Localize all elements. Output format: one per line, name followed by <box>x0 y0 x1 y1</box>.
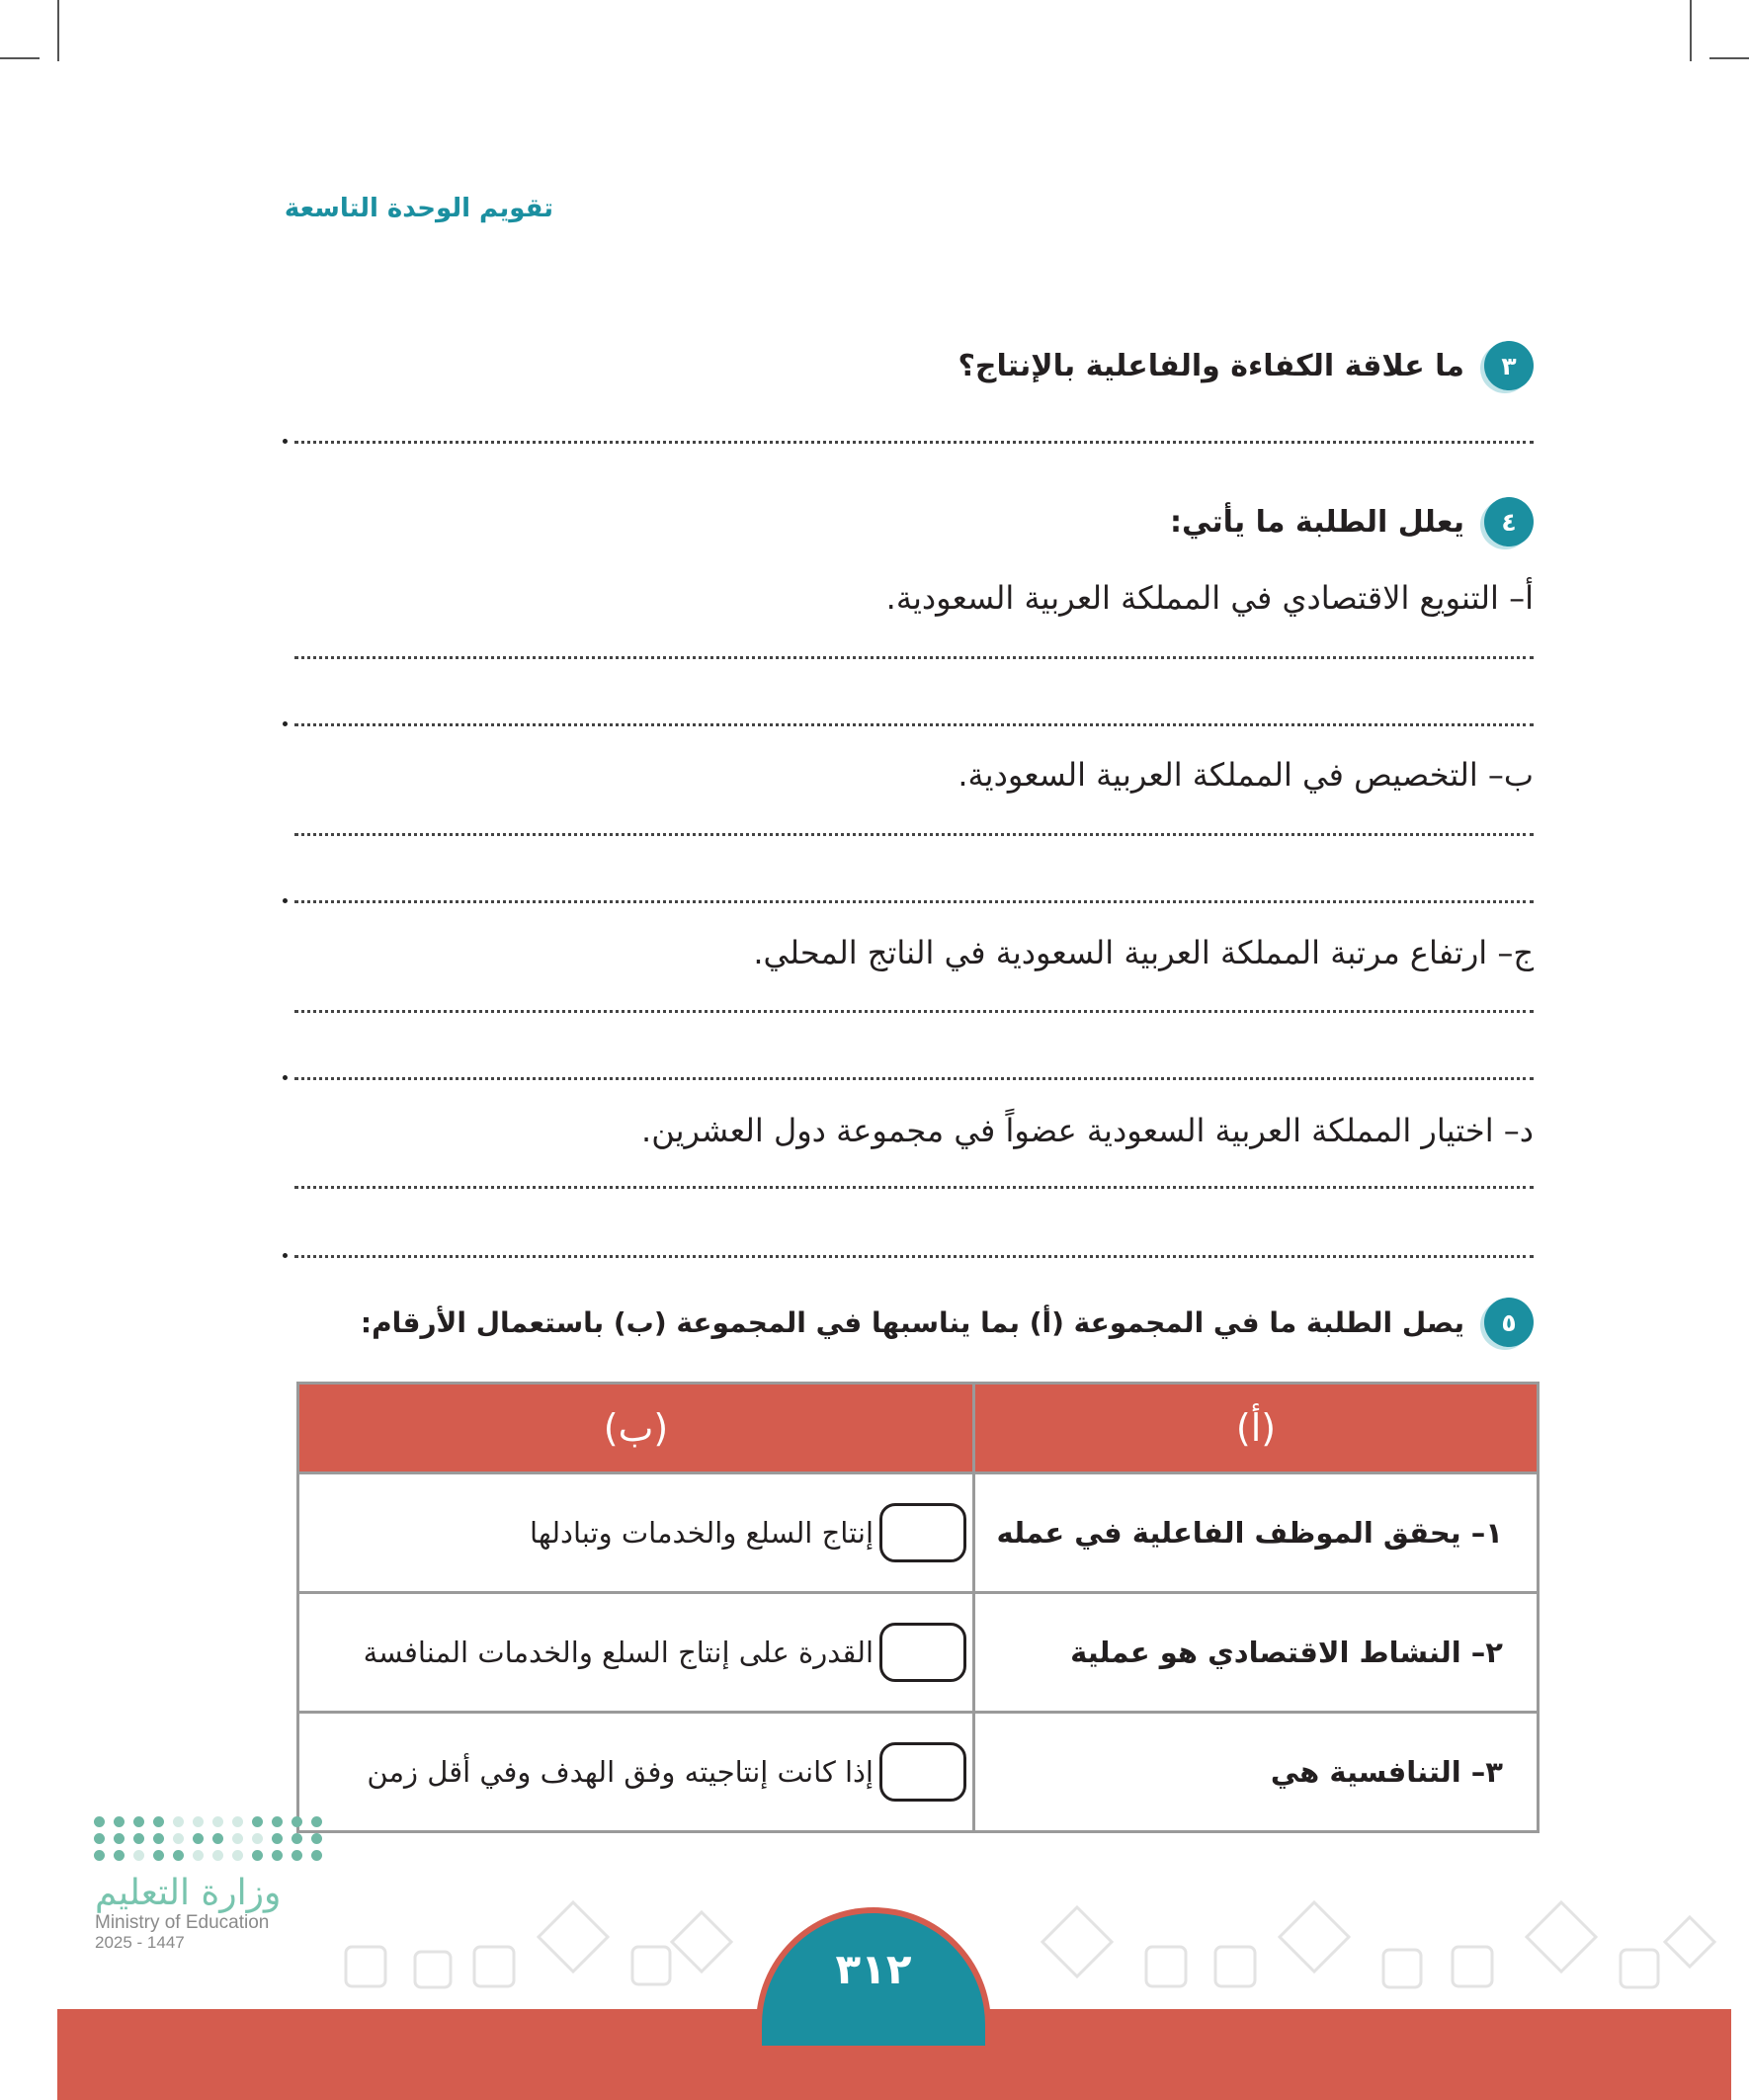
sub-question-d: د– اختيار المملكة العربية السعودية عضواً في مجموعة دول العشرين. <box>641 1112 1534 1149</box>
sub-question-b: ب– التخصيص في المملكة العربية السعودية. <box>958 756 1534 794</box>
answer-line <box>294 441 1534 444</box>
group-b-cell <box>298 1713 974 1832</box>
question-text: يعلل الطلبة ما يأتي: <box>1170 504 1464 540</box>
header-group-a: (أ) <box>974 1384 1539 1473</box>
table-header-row <box>298 1384 1539 1473</box>
crop-mark <box>1709 57 1749 59</box>
answer-line <box>294 833 1534 836</box>
question-3 <box>958 341 1534 390</box>
answer-line <box>294 1077 1534 1080</box>
group-b-cell <box>298 1593 974 1713</box>
answer-box[interactable] <box>879 1742 966 1802</box>
question-text: يصل الطلبة ما في المجموعة (أ) بما يناسبها في المجموعة (ب) باستعمال الأرقام: <box>360 1305 1464 1339</box>
answer-line <box>294 1186 1534 1189</box>
group-a-item: ٢– النشاط الاقتصادي هو عملية <box>974 1593 1539 1713</box>
question-text: ما علاقة الكفاءة والفاعلية بالإنتاج؟ <box>958 348 1464 383</box>
ministry-logo <box>95 1816 322 1953</box>
table-row <box>298 1593 1539 1713</box>
logo-arabic-text: وزارة التعليم <box>95 1873 282 1913</box>
group-b-item: إذا كانت إنتاجيته وفق الهدف وفي أقل زمن <box>367 1755 874 1789</box>
crop-mark <box>1690 0 1692 61</box>
decorative-pattern <box>1008 1892 1719 2001</box>
answer-line <box>294 1010 1534 1013</box>
header-group-b: (ب) <box>298 1384 974 1473</box>
logo-english-text: Ministry of Education <box>95 1912 270 1933</box>
logo-dots-icon <box>95 1816 322 1861</box>
table-row <box>298 1713 1539 1832</box>
answer-line <box>294 1255 1534 1258</box>
answer-line <box>294 656 1534 659</box>
question-number-badge: ٥ <box>1484 1298 1534 1347</box>
sub-question-a: أ– التنويع الاقتصادي في المملكة العربية السعودية. <box>885 579 1534 617</box>
crop-mark <box>57 0 59 61</box>
group-b-item: إنتاج السلع والخدمات وتبادلها <box>529 1516 874 1550</box>
sub-question-c: ج– ارتفاع مرتبة المملكة العربية السعودية في الناتج المحلي. <box>753 934 1534 971</box>
answer-box[interactable] <box>879 1623 966 1682</box>
page-number: ٣١٢ <box>756 1907 991 2046</box>
question-5 <box>361 1298 1534 1347</box>
table-row <box>298 1473 1539 1593</box>
question-4 <box>1170 497 1534 546</box>
matching-table <box>296 1382 1540 1833</box>
group-a-item: ٣– التنافسية هي <box>974 1713 1539 1832</box>
question-number-badge: ٤ <box>1484 497 1534 546</box>
crop-mark <box>0 57 40 59</box>
unit-title: تقويم الوحدة التاسعة <box>284 194 553 223</box>
group-a-item: ١– يحقق الموظف الفاعلية في عمله <box>974 1473 1539 1593</box>
group-b-item: القدرة على إنتاج السلع والخدمات المنافسة <box>363 1636 874 1669</box>
logo-year: 2025 - 1447 <box>95 1932 185 1952</box>
group-b-cell <box>298 1473 974 1593</box>
answer-box[interactable] <box>879 1503 966 1562</box>
answer-line <box>294 900 1534 903</box>
decorative-pattern <box>326 1892 741 2001</box>
answer-line <box>294 723 1534 726</box>
question-number-badge: ٣ <box>1484 341 1534 390</box>
